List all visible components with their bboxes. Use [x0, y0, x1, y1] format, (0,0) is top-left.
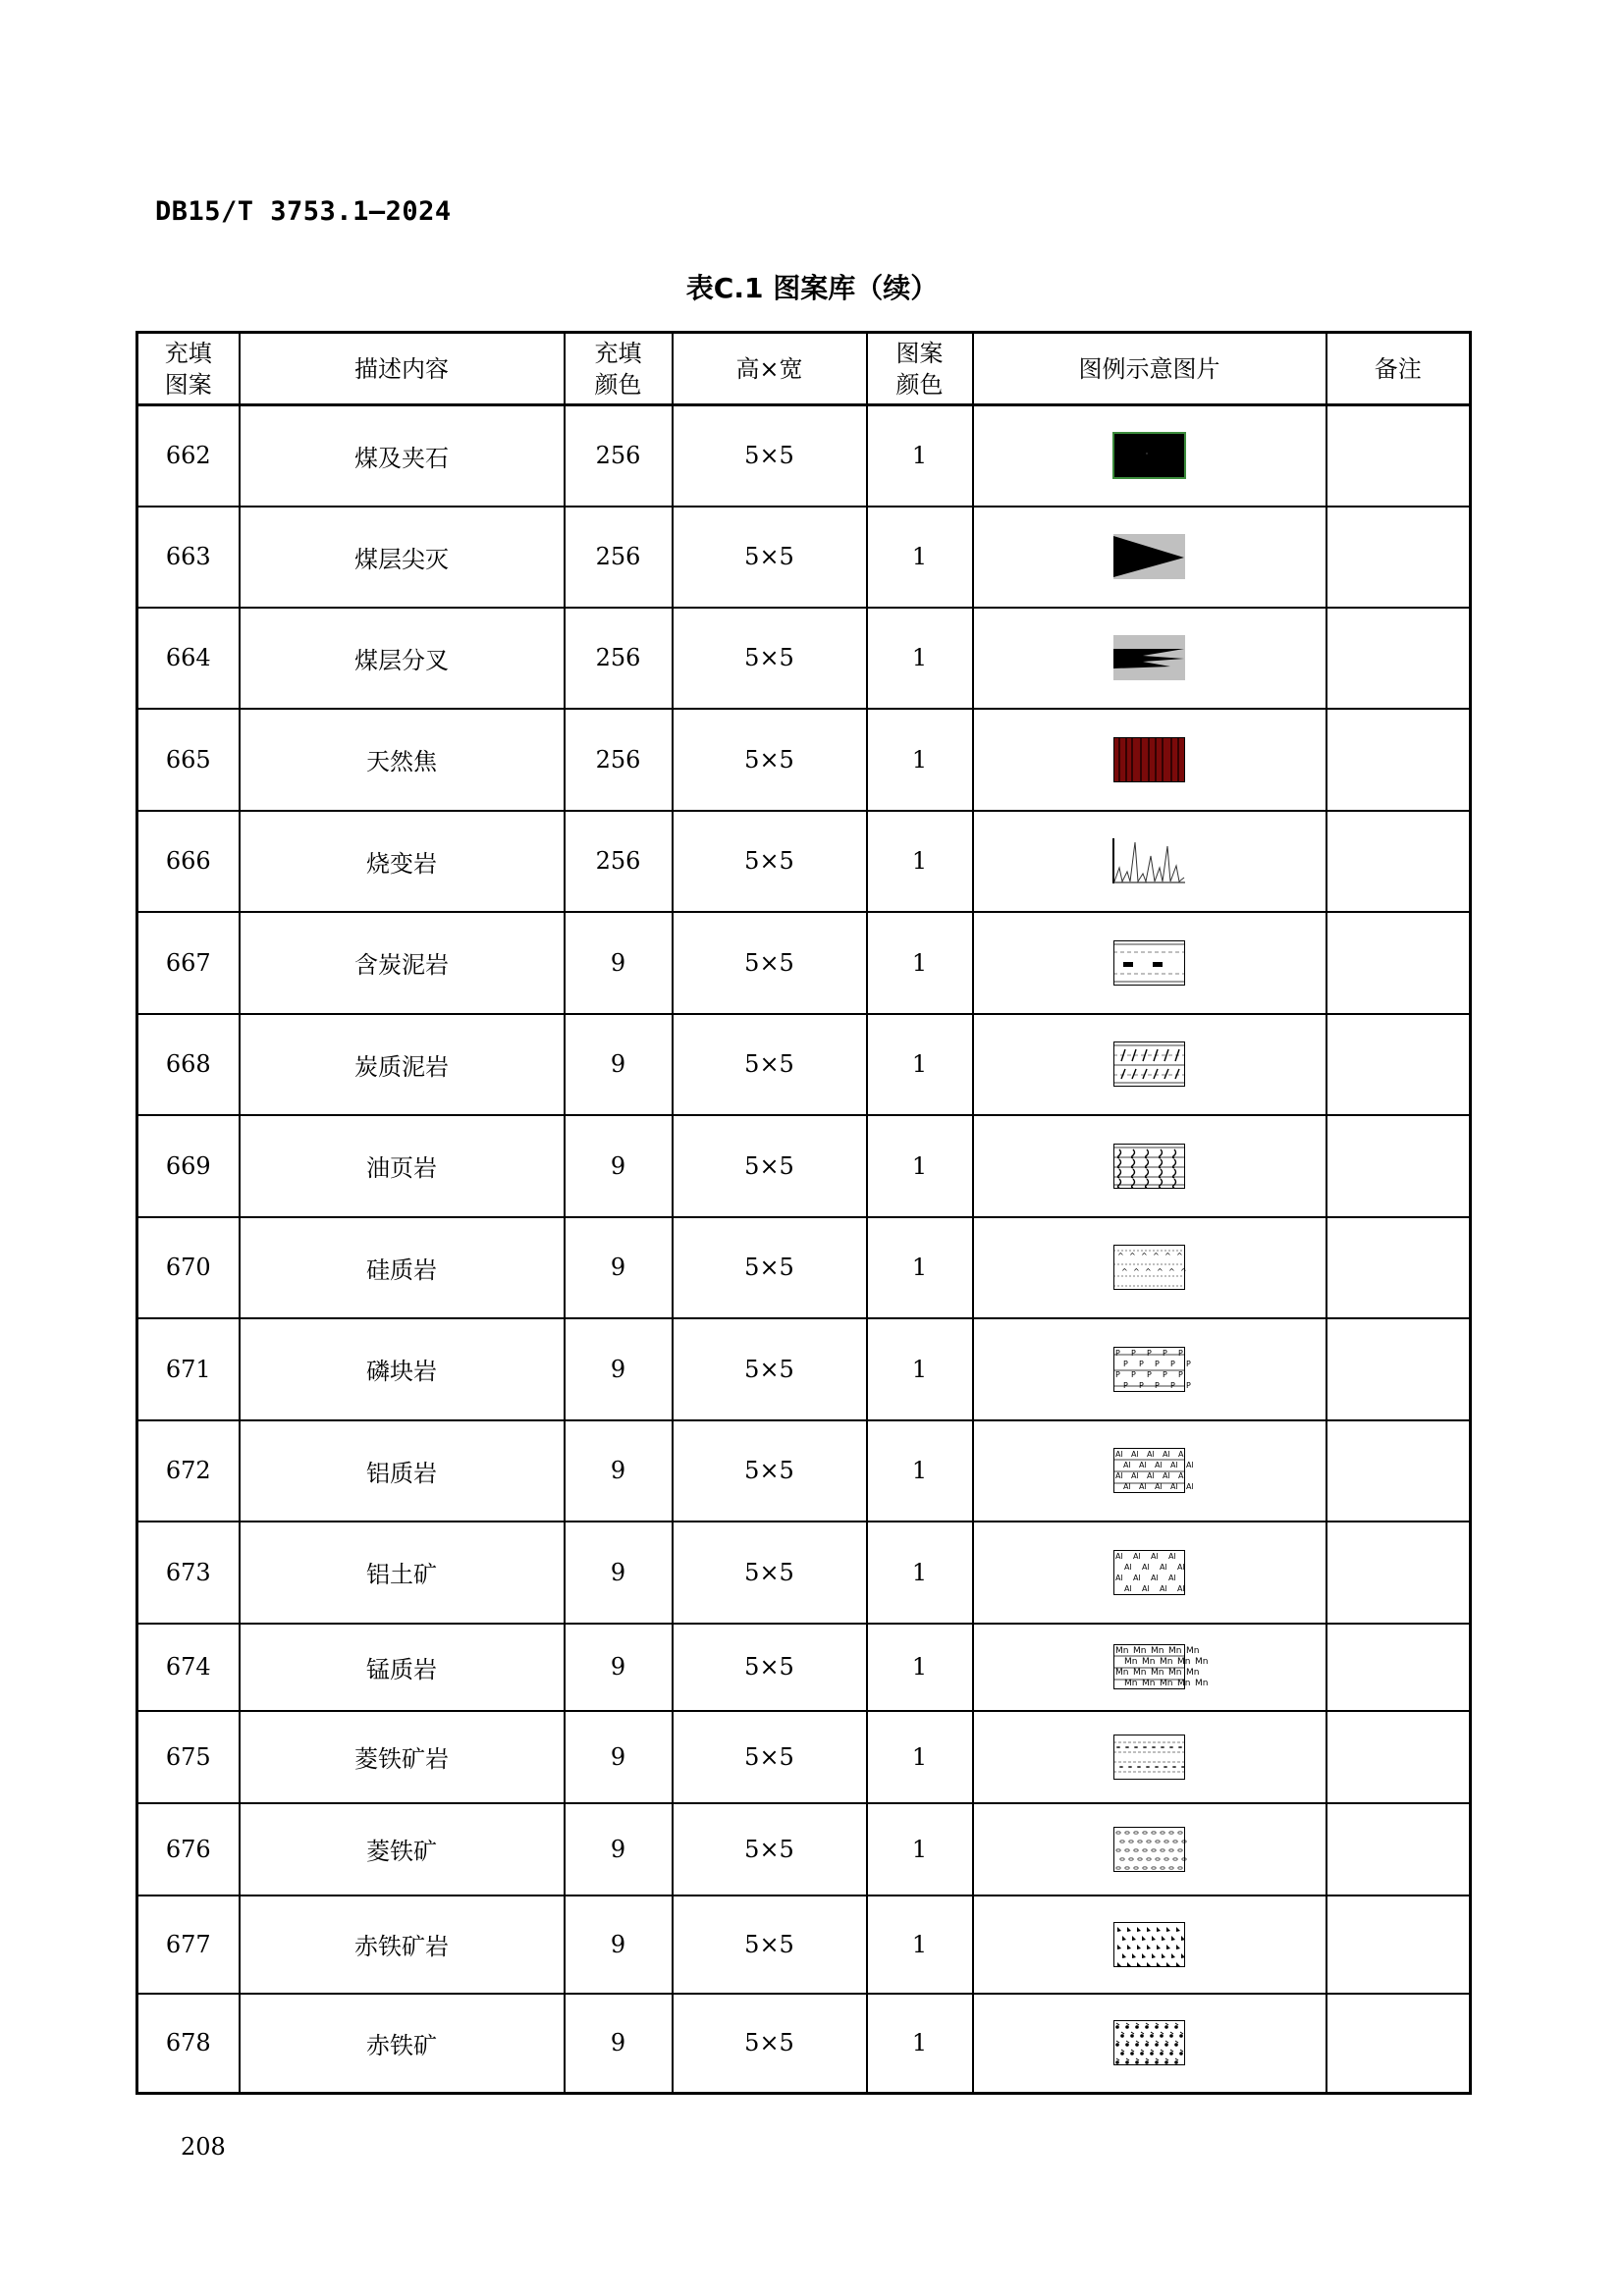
description-cell: 菱铁矿岩 [240, 1711, 565, 1803]
fill-color-cell: 9 [565, 1522, 673, 1624]
description-cell: 菱铁矿 [240, 1803, 565, 1896]
svg-text:^: ^ [1157, 1267, 1164, 1276]
svg-text:P: P [1147, 1369, 1152, 1379]
pattern-color-cell: 1 [867, 1522, 973, 1624]
svg-text:^: ^ [1133, 1267, 1140, 1276]
svg-text:Al: Al [1139, 1482, 1147, 1491]
svg-text:Al: Al [1147, 1471, 1155, 1480]
pattern-color-cell: 1 [867, 405, 973, 507]
svg-text:P: P [1139, 1359, 1144, 1368]
legend-cell [973, 1318, 1326, 1420]
column-header-label: 图案 [895, 339, 944, 367]
size-cell: 5×5 [673, 811, 867, 912]
table-row [137, 1318, 1471, 1420]
svg-text:Al: Al [1151, 1551, 1159, 1561]
column-header-fill-color [565, 333, 673, 405]
svg-text:P: P [1155, 1380, 1160, 1390]
size-cell: 5×5 [673, 507, 867, 608]
svg-text:P: P [1170, 1359, 1175, 1368]
table-row [137, 1624, 1471, 1711]
notes-cell [1326, 1803, 1471, 1896]
description-cell: 铝土矿 [240, 1522, 565, 1624]
size-cell: 5×5 [673, 1420, 867, 1522]
fill-color-cell: 9 [565, 1217, 673, 1318]
manganiferous-rock-pattern-icon [1113, 1644, 1209, 1689]
pattern-id-cell: 663 [137, 507, 240, 608]
svg-text:Mn: Mn [1115, 1646, 1129, 1656]
svg-text:Mn: Mn [1151, 1668, 1164, 1678]
svg-text:^: ^ [1145, 1267, 1152, 1276]
column-header-label: 颜色 [895, 370, 944, 399]
carbonaceous-bearing-mudstone-pattern-icon [1113, 940, 1185, 986]
pattern-color-cell: 1 [867, 1217, 973, 1318]
table-row [137, 608, 1471, 709]
table-body [137, 405, 1471, 2094]
seam-pinch-out-pattern-icon [1113, 534, 1185, 579]
legend-cell [973, 1217, 1326, 1318]
carbonaceous-mudstone-pattern-icon [1113, 1041, 1185, 1087]
pattern-library-table [135, 331, 1472, 2095]
notes-cell [1326, 507, 1471, 608]
svg-text:Al: Al [1177, 1583, 1185, 1593]
svg-text:P: P [1115, 1348, 1120, 1358]
notes-cell [1326, 709, 1471, 811]
table-row [137, 1420, 1471, 1522]
pattern-color-cell: 1 [867, 1711, 973, 1803]
svg-text:Al: Al [1155, 1461, 1163, 1469]
legend-cell [973, 608, 1326, 709]
svg-text:Al: Al [1115, 1471, 1123, 1480]
legend-cell [973, 405, 1326, 507]
description-cell: 含炭泥岩 [240, 912, 565, 1014]
legend-cell [973, 1420, 1326, 1522]
notes-cell [1326, 1115, 1471, 1217]
description-cell: 赤铁矿 [240, 1994, 565, 2094]
page-number: 208 [181, 2133, 226, 2161]
svg-text:Mn: Mn [1160, 1679, 1173, 1688]
legend-cell [973, 1014, 1326, 1115]
description-cell: 油页岩 [240, 1115, 565, 1217]
svg-text:Al: Al [1168, 1573, 1176, 1582]
fill-color-cell: 256 [565, 811, 673, 912]
svg-text:Al: Al [1123, 1482, 1131, 1491]
legend-cell [973, 709, 1326, 811]
svg-text:Al: Al [1170, 1461, 1178, 1469]
svg-text:P: P [1170, 1380, 1175, 1390]
legend-cell [973, 1994, 1326, 2094]
pattern-id-cell: 672 [137, 1420, 240, 1522]
svg-text:Al: Al [1160, 1583, 1167, 1593]
pattern-color-cell: 1 [867, 1318, 973, 1420]
svg-text:Al: Al [1186, 1482, 1194, 1491]
burnt-rock-pattern-icon [1113, 838, 1185, 883]
svg-text:Al: Al [1178, 1471, 1186, 1480]
hematite-pattern-icon [1113, 2020, 1185, 2065]
pattern-color-cell: 1 [867, 709, 973, 811]
svg-text:Mn: Mn [1195, 1679, 1209, 1688]
column-header-label: 充填 [164, 339, 212, 367]
description-cell: 煤层尖灭 [240, 507, 565, 608]
size-cell: 5×5 [673, 1318, 867, 1420]
legend-cell [973, 811, 1326, 912]
svg-text:Mn: Mn [1142, 1679, 1156, 1688]
size-cell: 5×5 [673, 1994, 867, 2094]
column-header-label: 颜色 [594, 370, 642, 399]
svg-text:Mn: Mn [1133, 1668, 1147, 1678]
table-row [137, 405, 1471, 507]
fill-color-cell: 9 [565, 912, 673, 1014]
fill-color-cell: 9 [565, 1624, 673, 1711]
size-cell: 5×5 [673, 608, 867, 709]
fill-color-cell: 9 [565, 1115, 673, 1217]
fill-color-cell: 9 [565, 1318, 673, 1420]
pattern-color-cell: 1 [867, 1420, 973, 1522]
svg-text:Mn: Mn [1115, 1668, 1129, 1678]
svg-text:Mn: Mn [1195, 1657, 1209, 1667]
table-row [137, 1711, 1471, 1803]
svg-text:Al: Al [1139, 1461, 1147, 1469]
pattern-id-cell: 675 [137, 1711, 240, 1803]
table-row [137, 1896, 1471, 1994]
coal-with-parting-pattern-icon [1113, 433, 1185, 478]
pattern-color-cell: 1 [867, 912, 973, 1014]
svg-text:Al: Al [1133, 1573, 1141, 1582]
pattern-id-cell: 671 [137, 1318, 240, 1420]
pattern-id-cell: 669 [137, 1115, 240, 1217]
svg-text:Mn: Mn [1124, 1679, 1138, 1688]
svg-text:P: P [1178, 1348, 1183, 1358]
notes-cell [1326, 1624, 1471, 1711]
svg-text:Mn: Mn [1124, 1657, 1138, 1667]
notes-cell [1326, 1994, 1471, 2094]
column-header-description [240, 333, 565, 405]
pattern-color-cell: 1 [867, 1994, 973, 2094]
column-header-legend [973, 333, 1326, 405]
pattern-id-cell: 670 [137, 1217, 240, 1318]
svg-text:P: P [1186, 1359, 1191, 1368]
phosphorite-pattern-icon [1113, 1347, 1191, 1392]
svg-text:Al: Al [1142, 1583, 1150, 1593]
svg-text:^: ^ [1153, 1252, 1160, 1260]
notes-cell [1326, 1420, 1471, 1522]
column-header-label: 备注 [1374, 354, 1422, 383]
table-row [137, 912, 1471, 1014]
legend-cell [973, 1522, 1326, 1624]
notes-cell [1326, 608, 1471, 709]
svg-text:Al: Al [1123, 1461, 1131, 1469]
svg-text:P: P [1163, 1348, 1167, 1358]
svg-text:P: P [1178, 1369, 1183, 1379]
pattern-id-cell: 666 [137, 811, 240, 912]
size-cell: 5×5 [673, 405, 867, 507]
legend-cell [973, 912, 1326, 1014]
table-row [137, 811, 1471, 912]
svg-text:Mn: Mn [1151, 1646, 1164, 1656]
size-cell: 5×5 [673, 1896, 867, 1994]
description-cell: 煤及夹石 [240, 405, 565, 507]
table-row [137, 1994, 1471, 2094]
notes-cell [1326, 811, 1471, 912]
legend-cell [973, 507, 1326, 608]
aluminous-rock-pattern-icon [1113, 1448, 1194, 1493]
pattern-id-cell: 668 [137, 1014, 240, 1115]
svg-text:Mn: Mn [1186, 1646, 1200, 1656]
legend-cell [973, 1624, 1326, 1711]
description-cell: 硅质岩 [240, 1217, 565, 1318]
svg-text:P: P [1147, 1348, 1152, 1358]
fill-color-cell: 9 [565, 1711, 673, 1803]
table-title: 表C.1 图案库（续） [685, 272, 939, 304]
pattern-color-cell: 1 [867, 608, 973, 709]
pattern-id-cell: 664 [137, 608, 240, 709]
notes-cell [1326, 1896, 1471, 1994]
column-header-pattern-color [867, 333, 973, 405]
table-row [137, 709, 1471, 811]
size-cell: 5×5 [673, 1803, 867, 1896]
svg-text:Mn: Mn [1168, 1646, 1182, 1656]
table-row [137, 507, 1471, 608]
fill-color-cell: 9 [565, 1803, 673, 1896]
svg-text:Al: Al [1115, 1450, 1123, 1459]
svg-text:P: P [1131, 1348, 1136, 1358]
svg-text:Al: Al [1115, 1551, 1123, 1561]
pattern-color-cell: 1 [867, 811, 973, 912]
pattern-id-cell: 667 [137, 912, 240, 1014]
svg-text:P: P [1123, 1359, 1128, 1368]
svg-text:Al: Al [1177, 1562, 1185, 1572]
pattern-id-cell: 678 [137, 1994, 240, 2094]
hematite-rock-pattern-icon [1113, 1922, 1185, 1967]
column-header-label: 充填 [594, 339, 642, 367]
pattern-color-cell: 1 [867, 1624, 973, 1711]
fill-color-cell: 9 [565, 1994, 673, 2094]
siderite-pattern-icon [1113, 1827, 1185, 1872]
svg-text:P: P [1155, 1359, 1160, 1368]
oil-shale-pattern-icon [1113, 1144, 1185, 1189]
pattern-color-cell: 1 [867, 1115, 973, 1217]
notes-cell [1326, 1522, 1471, 1624]
notes-cell [1326, 1217, 1471, 1318]
legend-cell [973, 1896, 1326, 1994]
legend-cell [973, 1803, 1326, 1896]
description-cell: 赤铁矿岩 [240, 1896, 565, 1994]
svg-text:Al: Al [1142, 1562, 1150, 1572]
svg-text:^: ^ [1164, 1252, 1171, 1260]
notes-cell [1326, 1318, 1471, 1420]
pattern-color-cell: 1 [867, 1803, 973, 1896]
size-cell: 5×5 [673, 1014, 867, 1115]
svg-text:Al: Al [1133, 1551, 1141, 1561]
svg-text:^: ^ [1141, 1252, 1148, 1260]
svg-text:^: ^ [1176, 1252, 1183, 1260]
fill-color-cell: 9 [565, 1420, 673, 1522]
svg-text:Al: Al [1147, 1450, 1155, 1459]
svg-text:^: ^ [1129, 1252, 1136, 1260]
seam-split-pattern-icon [1113, 635, 1185, 680]
size-cell: 5×5 [673, 1522, 867, 1624]
table-row [137, 1522, 1471, 1624]
column-header-size [673, 333, 867, 405]
column-header-label: 高×宽 [735, 354, 803, 383]
fill-color-cell: 9 [565, 1896, 673, 1994]
size-cell: 5×5 [673, 1115, 867, 1217]
fill-color-cell: 256 [565, 507, 673, 608]
notes-cell [1326, 405, 1471, 507]
size-cell: 5×5 [673, 1624, 867, 1711]
size-cell: 5×5 [673, 1711, 867, 1803]
table-header-row [137, 333, 1471, 405]
description-cell: 煤层分叉 [240, 608, 565, 709]
pattern-id-cell: 677 [137, 1896, 240, 1994]
description-cell: 烧变岩 [240, 811, 565, 912]
svg-text:Al: Al [1160, 1562, 1167, 1572]
svg-text:P: P [1139, 1380, 1144, 1390]
pattern-id-cell: 674 [137, 1624, 240, 1711]
svg-text:Al: Al [1163, 1471, 1170, 1480]
svg-text:^: ^ [1168, 1267, 1175, 1276]
column-header-pattern-id [137, 333, 240, 405]
fill-color-cell: 256 [565, 405, 673, 507]
svg-text:Al: Al [1168, 1551, 1176, 1561]
svg-text:Al: Al [1124, 1562, 1132, 1572]
bauxite-pattern-icon [1113, 1550, 1185, 1595]
pattern-id-cell: 676 [137, 1803, 240, 1896]
svg-text:Al: Al [1131, 1450, 1139, 1459]
svg-text:P: P [1186, 1380, 1191, 1390]
table-row [137, 1115, 1471, 1217]
svg-text:Al: Al [1151, 1573, 1159, 1582]
legend-cell [973, 1115, 1326, 1217]
description-cell: 炭质泥岩 [240, 1014, 565, 1115]
svg-text:Mn: Mn [1177, 1679, 1191, 1688]
fill-color-cell: 256 [565, 608, 673, 709]
svg-text:Al: Al [1131, 1471, 1139, 1480]
svg-text:Mn: Mn [1160, 1657, 1173, 1667]
legend-cell [973, 1711, 1326, 1803]
description-cell: 锰质岩 [240, 1624, 565, 1711]
svg-text:Mn: Mn [1168, 1668, 1182, 1678]
notes-cell [1326, 1711, 1471, 1803]
svg-text:Mn: Mn [1133, 1646, 1147, 1656]
size-cell: 5×5 [673, 1217, 867, 1318]
document-code: DB15/T 3753.1—2024 [155, 196, 452, 227]
notes-cell [1326, 912, 1471, 1014]
svg-text:^: ^ [1121, 1267, 1128, 1276]
svg-text:Al: Al [1155, 1482, 1163, 1491]
fill-color-cell: 256 [565, 709, 673, 811]
siderite-rock-pattern-icon [1113, 1735, 1185, 1780]
svg-text:P: P [1163, 1369, 1167, 1379]
pattern-id-cell: 662 [137, 405, 240, 507]
siliceous-rock-pattern-icon [1113, 1245, 1185, 1290]
table-row [137, 1014, 1471, 1115]
pattern-id-cell: 673 [137, 1522, 240, 1624]
column-header-label: 图案 [164, 370, 212, 399]
svg-text:Mn: Mn [1142, 1657, 1156, 1667]
size-cell: 5×5 [673, 912, 867, 1014]
notes-cell [1326, 1014, 1471, 1115]
svg-text:Mn: Mn [1177, 1657, 1191, 1667]
svg-text:Al: Al [1186, 1461, 1194, 1469]
column-header-label: 图例示意图片 [1078, 354, 1220, 383]
pattern-color-cell: 1 [867, 1014, 973, 1115]
fill-color-cell: 9 [565, 1014, 673, 1115]
pattern-color-cell: 1 [867, 507, 973, 608]
column-header-notes [1326, 333, 1471, 405]
description-cell: 天然焦 [240, 709, 565, 811]
svg-text:Al: Al [1115, 1573, 1123, 1582]
column-header-label: 描述内容 [354, 354, 449, 383]
svg-text:^: ^ [1117, 1252, 1124, 1260]
svg-text:Al: Al [1124, 1583, 1132, 1593]
pattern-id-cell: 665 [137, 709, 240, 811]
pattern-color-cell: 1 [867, 1896, 973, 1994]
description-cell: 铝质岩 [240, 1420, 565, 1522]
svg-text:Al: Al [1170, 1482, 1178, 1491]
natural-coke-pattern-icon [1113, 737, 1185, 782]
size-cell: 5×5 [673, 709, 867, 811]
svg-text:^: ^ [1180, 1267, 1187, 1276]
table-row [137, 1803, 1471, 1896]
svg-text:P: P [1123, 1380, 1128, 1390]
svg-text:P: P [1131, 1369, 1136, 1379]
description-cell: 磷块岩 [240, 1318, 565, 1420]
svg-text:P: P [1115, 1369, 1120, 1379]
svg-text:Al: Al [1178, 1450, 1186, 1459]
svg-text:Mn: Mn [1186, 1668, 1200, 1678]
svg-text:Al: Al [1163, 1450, 1170, 1459]
table-row [137, 1217, 1471, 1318]
